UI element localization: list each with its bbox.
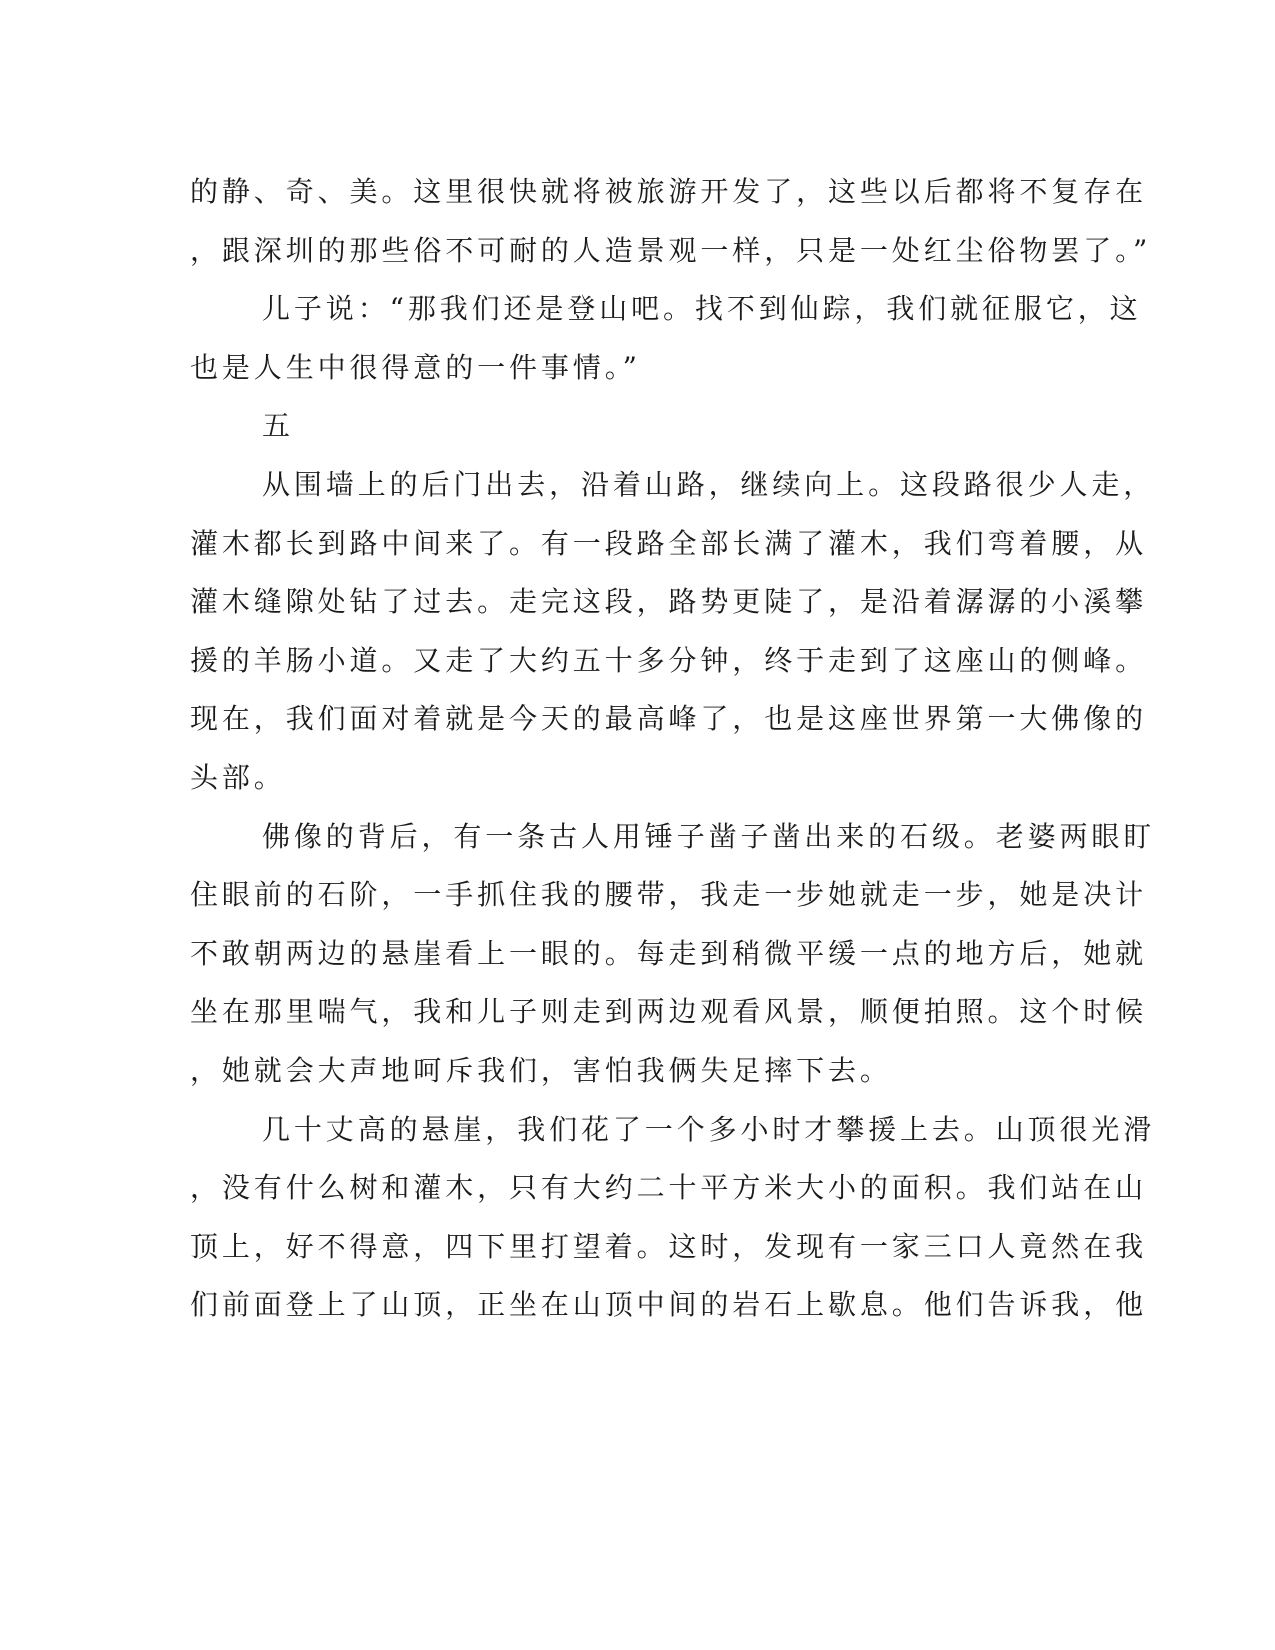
- text-line: 顶上，好不得意，四下里打望着。这时，发现有一家三口人竟然在我: [190, 1229, 1148, 1263]
- text-line: 也是人生中很得意的一件事情。”: [190, 350, 641, 384]
- text-line: 现在，我们面对着就是今天的最高峰了，也是这座世界第一大佛像的: [190, 702, 1148, 736]
- text-line: ，她就会大声地呵斥我们，害怕我俩失足摔下去。: [190, 1053, 892, 1087]
- text-line: ，没有什么树和灌木，只有大约二十平方米大小的面积。我们站在山: [190, 1171, 1148, 1205]
- text-line: 的静、奇、美。这里很快就将被旅游开发了，这些以后都将不复存在: [190, 175, 1148, 208]
- text-line: 不敢朝两边的悬崖看上一眼的。每走到稍微平缓一点的地方后，她就: [190, 936, 1148, 970]
- text-line: 住眼前的石阶，一手抓住我的腰带，我走一步她就走一步，她是决计: [190, 878, 1148, 912]
- text-line: 头部。: [190, 760, 286, 794]
- text-line: 们前面登上了山顶，正坐在山顶中间的岩石上歇息。他们告诉我，他: [190, 1288, 1148, 1322]
- text-line: 从围墙上的后门出去，沿着山路，继续向上。这段路很少人走，: [262, 467, 1156, 501]
- text-line: 灌木都长到路中间来了。有一段路全部长满了灌木，我们弯着腰，从: [190, 526, 1148, 560]
- text-line: 坐在那里喘气，我和儿子则走到两边观看风景，顺便拍照。这个时候: [190, 995, 1148, 1029]
- text-line: 灌木缝隙处钻了过去。走完这段，路势更陡了，是沿着潺潺的小溪攀: [190, 585, 1148, 619]
- body-text: [190, 163, 1156, 1335]
- text-line: ，跟深圳的那些俗不可耐的人造景观一样，只是一处红尘俗物罢了。”: [190, 233, 1152, 267]
- text-line: 几十丈高的悬崖，我们花了一个多小时才攀援上去。山顶很光滑: [262, 1112, 1156, 1146]
- text-line: 佛像的背后，有一条古人用锤子凿子凿出来的石级。老婆两眼盯: [262, 819, 1156, 853]
- text-line: 五: [262, 409, 294, 443]
- text-line: 援的羊肠小道。又走了大约五十多分钟，终于走到了这座山的侧峰。: [190, 643, 1148, 677]
- text-line: 儿子说：“那我们还是登山吧。找不到仙踪，我们就征服它，这: [262, 292, 1142, 326]
